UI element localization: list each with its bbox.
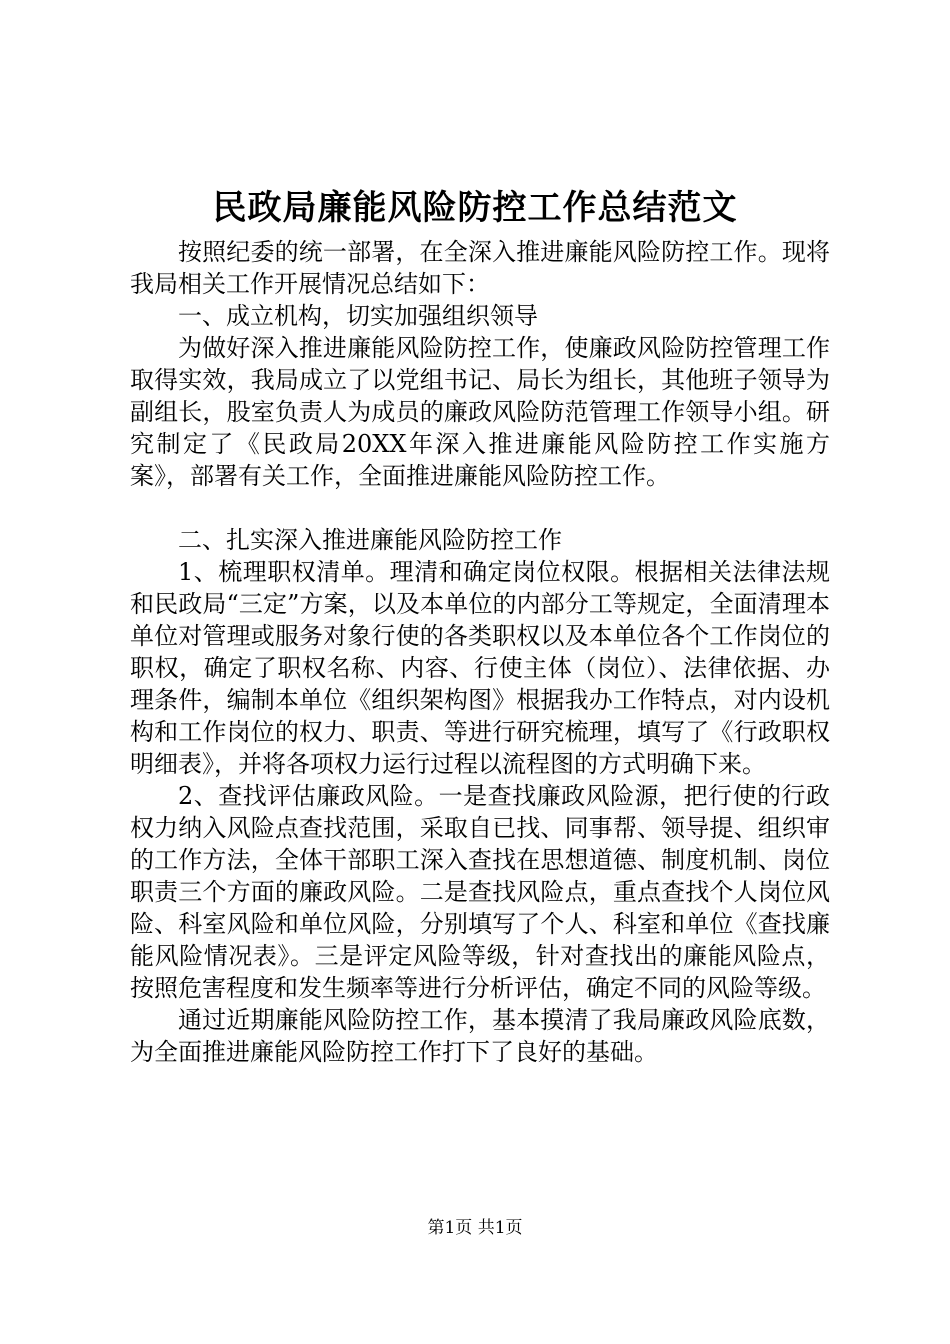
section-heading-1: 一、成立机构，切实加强组织领导 [178, 302, 538, 330]
paragraph-section-1: 为做好深入推进廉能风险防控工作，使廉政风险防控管理工作取得实效，我局成立了以党组书记、局长为组长，其他班子领导为副组长，股室负责人为成员的廉政风险防范管理工作领导小组。研究制定了《民政局20XX年深入推进廉能风险防控工作实施方案》，部署有关工作，全面推进廉能风险防控工作。 [130, 334, 830, 490]
paragraph-item-1: 1、梳理职权清单。理清和确定岗位权限。根据相关法律法规和民政局“三定”方案，以及本单位的内部分工等规定，全面清理本单位对管理或服务对象行使的各类职权以及本单位各个工作岗位的职权，确定了职权名称、内容、行使主体（岗位）、法律依据、办理条件，编制本单位《组织架构图》根据我办工作特点，对内设机构和工作岗位的权力、职责、等进行研究梳理，填写了《行政职权明细表》，并将各项权力运行过程以流程图的方式明确下来。 [130, 558, 830, 778]
paragraph-intro: 按照纪委的统一部署，在全深入推进廉能风险防控工作。现将我局相关工作开展情况总结如下： [130, 238, 830, 298]
document-body [130, 236, 830, 1068]
document-title: 民政局廉能风险防控工作总结范文 [212, 188, 738, 228]
paragraph-spacer [130, 492, 830, 524]
page-footer: 第1页 共1页 [427, 1218, 523, 1238]
paragraph-conclusion: 通过近期廉能风险防控工作，基本摸清了我局廉政风险底数，为全面推进廉能风险防控工作打下了良好的基础。 [130, 1006, 830, 1066]
section-heading-2: 二、扎实深入推进廉能风险防控工作 [178, 526, 562, 554]
paragraph-item-2: 2、查找评估廉政风险。一是查找廉政风险源，把行使的行政权力纳入风险点查找范围，采取自已找、同事帮、领导提、组织审的工作方法，全体干部职工深入查找在思想道德、制度机制、岗位职责三个方面的廉政风险。二是查找风险点，重点查找个人岗位风险、科室风险和单位风险，分别填写了个人、科室和单位《查找廉能风险情况表》。三是评定风险等级，针对查找出的廉能风险点，按照危害程度和发生频率等进行分析评估，确定不同的风险等级。 [130, 782, 830, 1002]
